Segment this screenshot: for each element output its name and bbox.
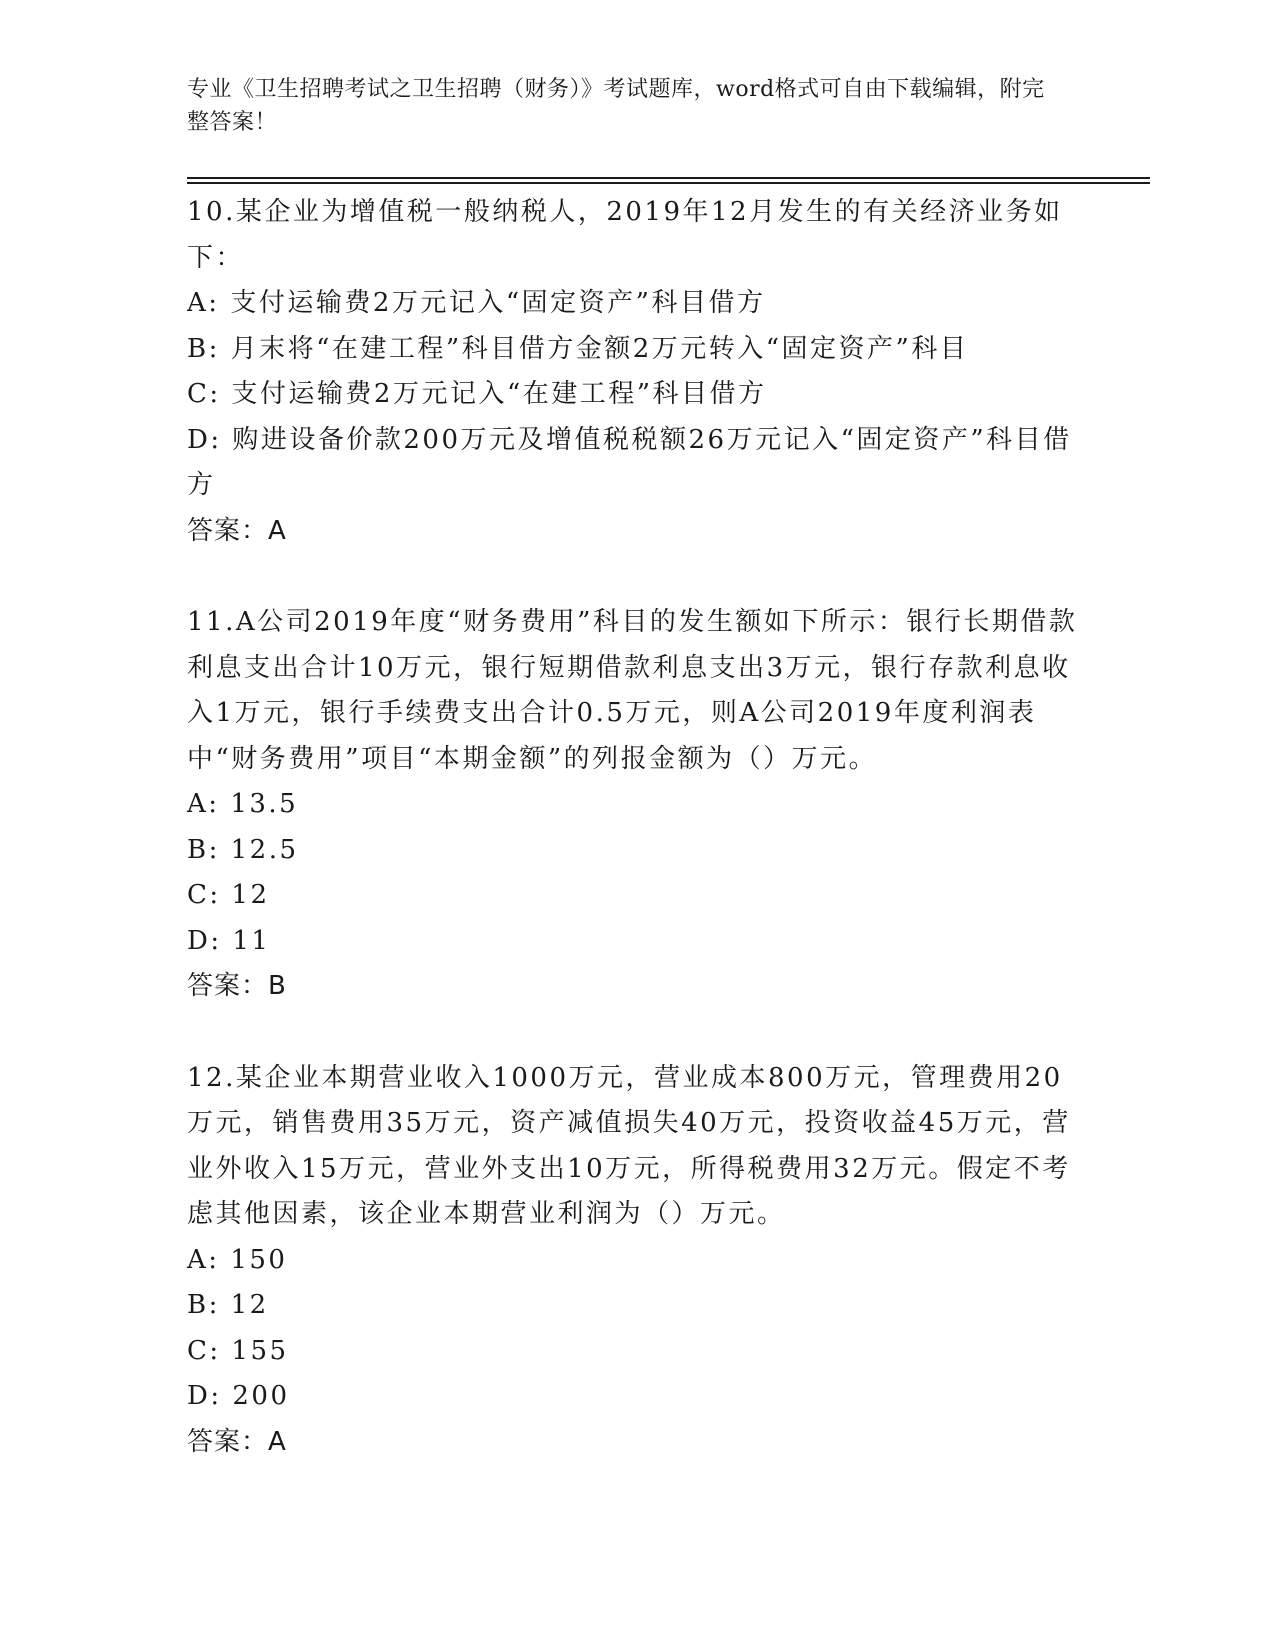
question-11 xyxy=(187,600,1087,1010)
option-letter: D: xyxy=(187,424,222,455)
option-letter: B: xyxy=(187,1290,220,1320)
option-d xyxy=(187,919,1087,965)
option-a xyxy=(187,1238,1087,1284)
option-letter: C: xyxy=(187,379,221,409)
option-text: 13.5 xyxy=(230,789,299,819)
option-text: 月末将“在建工程”科目借方金额2万元转入“固定资产”科目 xyxy=(230,333,969,364)
option-text: 购进设备价款200万元及增值税税额26万元记入“固定资产”科目借方 xyxy=(187,424,1072,500)
option-c xyxy=(187,1329,1087,1375)
option-text: 12 xyxy=(230,1290,269,1320)
header-divider-top xyxy=(187,177,1150,179)
option-text: 12.5 xyxy=(230,834,299,865)
question-10 xyxy=(187,190,1087,554)
answer-line: 答案：A xyxy=(187,515,287,546)
option-a xyxy=(187,782,1087,828)
question-stem: 12.某企业本期营业收入1000万元，营业成本800万元，管理费用20万元，销售费用35万元，资产减值损失40万元，投资收益45万元，营业外收入15万元，营业外支出10万元，所得税费用32万元。假定不考虑其他因素，该企业本期营业利润为（）万元。 xyxy=(187,1062,1071,1229)
option-letter: D: xyxy=(187,1381,222,1411)
option-letter: B: xyxy=(187,834,220,865)
option-text: 12 xyxy=(231,880,270,910)
option-d xyxy=(187,1374,1087,1420)
option-d xyxy=(187,418,1087,509)
option-letter: D: xyxy=(187,925,222,956)
answer-line: 答案：A xyxy=(187,1426,287,1457)
answer-line: 答案：B xyxy=(187,971,287,1001)
option-c xyxy=(187,873,1087,919)
option-text: 155 xyxy=(231,1335,289,1366)
document-header: 专业《卫生招聘考试之卫生招聘（财务）》考试题库，word格式可自由下载编辑，附完整答案！ xyxy=(187,77,1045,135)
option-c xyxy=(187,372,1087,418)
option-letter: A: xyxy=(187,789,220,819)
option-letter: C: xyxy=(187,1335,221,1366)
option-text: 150 xyxy=(230,1244,288,1275)
option-text: 11 xyxy=(232,925,271,956)
option-letter: C: xyxy=(187,880,221,910)
option-letter: A: xyxy=(187,288,220,318)
option-text: 200 xyxy=(232,1381,290,1411)
question-stem: 11.A公司2019年度“财务费用”科目的发生额如下所示：银行长期借款利息支出合计10万元，银行短期借款利息支出3万元，银行存款利息收入1万元，银行手续费支出合计0.5万元，则A公司2019年度利润表中“财务费用”项目“本期金额”的列报金额为（）万元。 xyxy=(187,607,1078,774)
option-letter: A: xyxy=(187,1244,220,1275)
option-b xyxy=(187,828,1087,874)
question-list xyxy=(187,190,1087,1511)
option-letter: B: xyxy=(187,333,220,364)
question-stem: 10.某企业为增值税一般纳税人，2019年12月发生的有关经济业务如下： xyxy=(187,197,1063,273)
header-divider-bottom xyxy=(187,182,1150,184)
option-b xyxy=(187,327,1087,373)
option-b xyxy=(187,1283,1087,1329)
option-text: 支付运输费2万元记入“在建工程”科目借方 xyxy=(231,379,767,409)
option-text: 支付运输费2万元记入“固定资产”科目借方 xyxy=(230,288,766,318)
question-12 xyxy=(187,1056,1087,1466)
option-a xyxy=(187,281,1087,327)
